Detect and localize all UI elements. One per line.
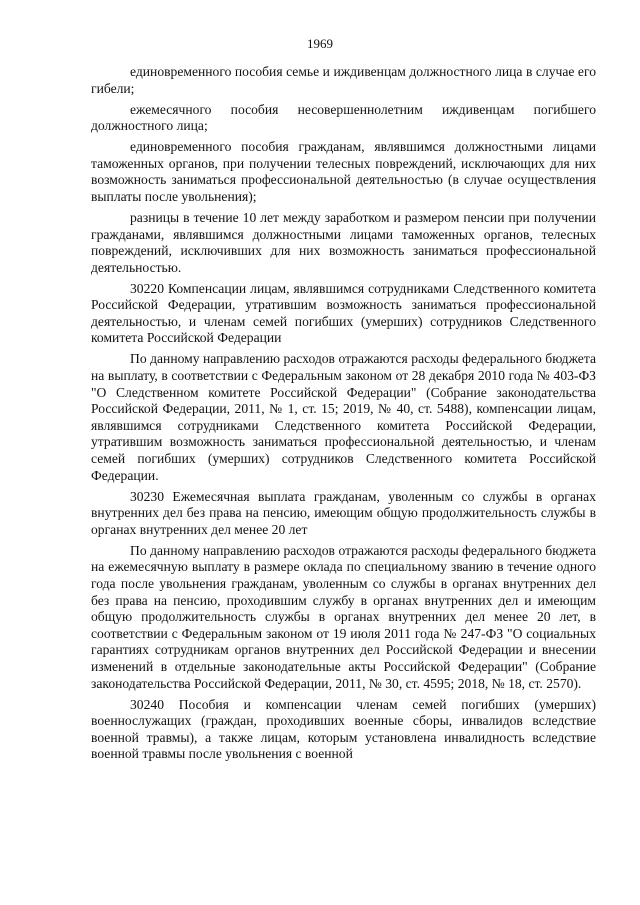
document-body	[91, 64, 596, 767]
page-number: 1969	[307, 36, 333, 51]
section-heading-30230: 30230 Ежемесячная выплата гражданам, уволенным со службы в органах внутренних дел без права на пенсию, имеющим общую продолжительность службы в органах внутренних дел менее 20 лет	[91, 488, 596, 537]
section-heading-30220: 30220 Компенсации лицам, являвшимся сотрудниками Следственного комитета Российской Федерации, утратившим возможность заниматься профессиональной деятельностью, и членам семей погибших (умерших) сотрудников Следственного комитета Российской Федерации	[91, 280, 596, 346]
section-heading-30240: 30240 Пособия и компенсации членам семей погибших (умерших) военнослужащих (граждан, проходивших военные сборы, инвалидов вследствие военной травмы), а также лицам, которым установлена инвалидность вследствие военной травмы после увольнения с военной	[91, 696, 596, 762]
paragraph: единовременного пособия семье и иждивенцам должностного лица в случае его гибели;	[91, 64, 596, 96]
paragraph: По данному направлению расходов отражаются расходы федерального бюджета на ежемесячную выплату в размере оклада по специальному званию в течение одного года после увольнения гражданам, уволенным со службы в органах внутренних дел без права на пенсию, проходившим службу в органах внутренних дел и имеющим общую продолжительность службы в органах внутренних дел менее 20 лет, в соответствии с Федеральным законом от 19 июля 2011 года № 247-ФЗ "О социальных гарантиях сотрудникам органов внутренних дел Российской Федерации и внесении изменений в отдельные законодательные акты Российской Федерации" (Собрание законодательства Российской Федерации, 2011, № 30, ст. 4595; 2018, № 18, ст. 2570).	[91, 542, 596, 691]
paragraph: ежемесячного пособия несовершеннолетним иждивенцам погибшего должностного лица;	[91, 101, 596, 134]
paragraph: По данному направлению расходов отражаются расходы федерального бюджета на выплату, в соответствии с Федеральным законом от 28 декабря 2010 года № 403-ФЗ "О Следственном комитете Российской Федерации" (Собрание законодательства Российской Федерации, 2011, № 1, ст. 15; 2019, № 40, ст. 5488), компенсации лицам, являвшимся сотрудниками Следственного комитета Российской Федерации, утратившим возможность заниматься профессиональной деятельностью, и членам семей погибших (умерших) сотрудников Следственного комитета Российской Федерации.	[91, 351, 596, 483]
paragraph: единовременного пособия гражданам, являвшимся должностными лицами таможенных органов, при получении телесных повреждений, исключающих для них возможность заниматься профессиональной деятельностью (в случае осуществления выплаты после увольнения);	[91, 139, 596, 204]
paragraph: разницы в течение 10 лет между заработком и размером пенсии при получении гражданами, являвшимся должностными лицами таможенных органов, телесных повреждений, исключивших для них возможность заниматься профессиональной деятельностью.	[91, 209, 596, 275]
